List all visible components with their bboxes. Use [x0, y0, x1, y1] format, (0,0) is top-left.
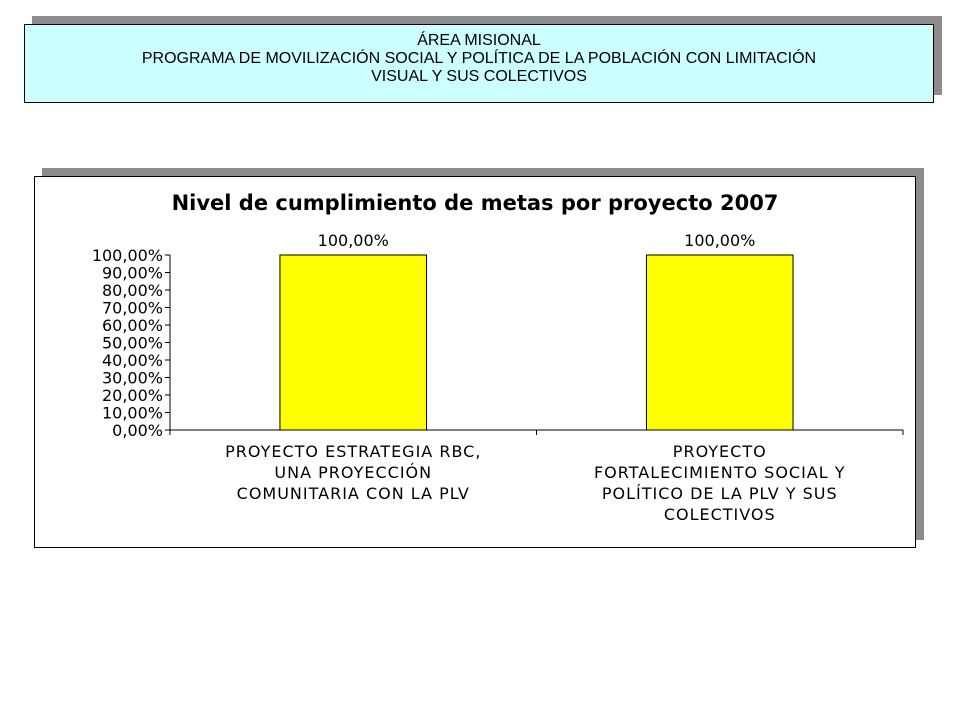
y-tick-label: 50,00% — [101, 333, 163, 353]
y-tick-label: 70,00% — [101, 298, 163, 318]
x-category-label: PROYECTO ESTRATEGIA RBC, — [225, 442, 482, 461]
y-tick-label: 30,00% — [101, 368, 163, 388]
x-category-label: COMUNITARIA CON LA PLV — [236, 484, 470, 503]
y-tick-label: 20,00% — [101, 386, 163, 405]
chart-panel — [34, 176, 916, 548]
y-tick-label: 90,00% — [101, 263, 163, 283]
x-category-label: COLECTIVOS — [663, 505, 776, 524]
bar-data-label: 100,00% — [684, 231, 756, 250]
y-tick-label: 40,00% — [101, 351, 163, 370]
header-line-1: ÁREA MISIONAL — [417, 32, 541, 49]
y-tick-label: 10,00% — [101, 403, 163, 423]
bar — [280, 255, 427, 430]
x-category-label: UNA PROYECCIÓN — [274, 463, 433, 482]
chart-title: Nivel de cumplimiento de metas por proyecto 2007 — [171, 191, 779, 215]
bar — [646, 255, 793, 430]
y-tick-label: 100,00% — [91, 246, 163, 265]
y-tick-label: 80,00% — [101, 281, 163, 300]
header-banner — [24, 24, 934, 103]
x-category-label: POLÍTICO DE LA PLV Y SUS — [601, 484, 838, 503]
x-category-label: PROYECTO — [672, 442, 767, 461]
bar-data-label: 100,00% — [317, 231, 389, 250]
bar-chart — [35, 177, 915, 547]
header-line-3: VISUAL Y SUS COLECTIVOS — [371, 68, 587, 85]
header-line-2: PROGRAMA DE MOVILIZACIÓN SOCIAL Y POLÍTICA DE LA POBLACIÓN CON LIMITACIÓN — [141, 50, 817, 67]
y-tick-label: 0,00% — [112, 421, 163, 440]
x-category-label: FORTALECIMIENTO SOCIAL Y — [593, 463, 846, 482]
y-tick-label: 60,00% — [101, 316, 163, 335]
